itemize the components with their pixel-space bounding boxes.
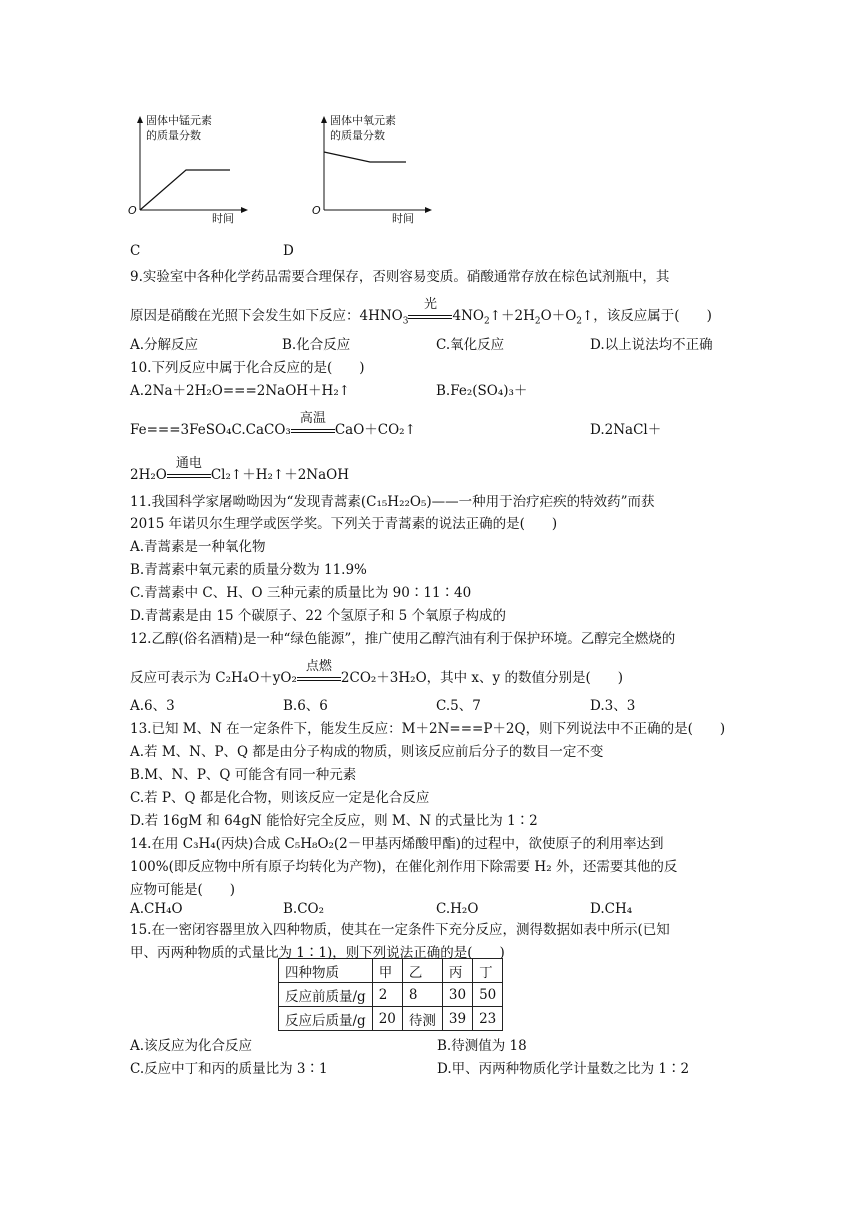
q14-option-b[interactable]: B.CO₂: [283, 901, 325, 917]
table-header-cell: 乙: [402, 959, 442, 983]
q12-option-c[interactable]: C.5、7: [436, 698, 481, 714]
q9-condition: [408, 297, 452, 324]
q11-stem-line2: 2015 年诺贝尔生理学或医学奖。下列关于青蒿素的说法正确的是( ): [130, 516, 558, 532]
q15-data-table: [278, 958, 503, 1031]
q15-option-d[interactable]: D.甲、丙两种物质化学计量数之比为 1∶2: [437, 1061, 690, 1077]
q11-option-d[interactable]: D.青蒿素是由 15 个碳原子、22 个氢原子和 5 个氧原子构成的: [130, 608, 507, 624]
table-cell: 反应前质量/g: [279, 983, 373, 1007]
table-header-cell: 甲: [372, 959, 402, 983]
q9-line2-post: 4NO: [452, 308, 484, 324]
q10-line3b: Cl₂↑＋H₂↑＋2NaOH: [210, 467, 350, 483]
table-row: [279, 983, 503, 1007]
q13-option-d[interactable]: D.若 16gM 和 64gN 能恰好完全反应，则 M、N 的式量比为 1∶2: [130, 813, 538, 829]
graph-c-ylabel-1: 固体中锰元素: [146, 114, 212, 127]
graph-c-caption: C: [130, 243, 141, 259]
table-header-row: [279, 959, 503, 983]
q12-stem-line1: 12.乙醇(俗名酒精)是一种“绿色能源”，推广使用乙醇汽油有利于保护环境。乙醇完全燃烧的: [130, 631, 676, 647]
q12-option-b[interactable]: B.6、6: [283, 698, 328, 714]
q10-line2b: CaO＋CO₂↑: [334, 422, 416, 438]
q12-condition-label: 点燃: [305, 659, 332, 674]
q10-condition-d-label: 通电: [175, 456, 202, 471]
graph-d-caption: D: [283, 243, 294, 259]
table-cell: 50: [473, 983, 503, 1007]
q12-stem-line2: [130, 659, 624, 686]
q15-stem-line1: 15.在一密闭容器里放入四种物质，使其在一定条件下充分反应，测得数据如表中所示(已知: [130, 922, 670, 938]
q15-stem-line2: 甲、丙两种物质的式量比为 1∶1)，则下列说法正确的是( ): [130, 945, 505, 961]
graph-c-curve: [140, 170, 230, 210]
q10-option-d[interactable]: D.2NaCl＋: [590, 422, 662, 438]
q13-option-c[interactable]: C.若 P、Q 都是化合物，则该反应一定是化合反应: [130, 790, 430, 806]
q14-stem-line1: 14.在用 C₃H₄(丙炔)合成 C₅H₈O₂(2－甲基丙烯酸甲酯)的过程中，欲使原子的利用率达到: [130, 836, 664, 852]
q10-condition-d: [167, 456, 211, 483]
q12-line2-pre: 反应可表示为 C₂H₄O＋yO₂: [130, 670, 297, 686]
q10-condition-c: [291, 411, 335, 438]
table-cell: 8: [402, 983, 442, 1007]
graph-c-origin: O: [128, 204, 137, 217]
q10-condition-c-label: 高温: [299, 411, 326, 426]
q14-stem-line2: 100%(即反应物中所有原子均转化为产物)，在催化剂作用下除需要 H₂ 外，还需要其他的反: [130, 859, 678, 875]
table-cell: 30: [442, 983, 472, 1007]
q9-option-b[interactable]: B.化合反应: [282, 337, 351, 353]
q11-option-a[interactable]: A.青蒿素是一种氧化物: [130, 539, 266, 555]
q9-condition-label: 光: [423, 297, 437, 312]
q13-option-a[interactable]: A.若 M、N、P、Q 都是由分子构成的物质，则该反应前后分子的数目一定不变: [130, 744, 604, 760]
q12-condition: [297, 659, 341, 686]
graph-c-xlabel: 时间: [212, 212, 234, 225]
q9-stem-line2: 原因是硝酸在光照下会发生如下反应：$4HNO_3$ 光 $4NO_2↑+2H_2O+O_2↑$，该反应属于( ): [130, 304, 712, 327]
graph-d-curve: [324, 152, 406, 162]
q12-line2-post: 2CO₂＋3H₂O，其中 x、y 的数值分别是( ): [340, 670, 624, 686]
table-cell: 23: [473, 1007, 503, 1031]
table-header-cell: 丙: [442, 959, 472, 983]
graph-c: [126, 112, 276, 227]
q9-line2-end: ↑，该反应属于( ): [582, 308, 712, 324]
q11-option-b[interactable]: B.青蒿素中氧元素的质量分数为 11.9%: [130, 562, 367, 578]
table-cell: 2: [372, 983, 402, 1007]
q9-line2-pre: 原因是硝酸在光照下会发生如下反应：4HNO: [130, 308, 403, 324]
q10-line2: [130, 411, 416, 438]
table-cell: 20: [372, 1007, 402, 1031]
q9-option-d[interactable]: D.以上说法均不正确: [590, 337, 713, 353]
table-cell: 待测: [402, 1007, 442, 1031]
graph-d-origin: O: [312, 204, 321, 217]
q9-line2-rest2: O＋O: [540, 308, 577, 324]
graph-d: [310, 112, 460, 227]
q10-line3: [130, 456, 350, 483]
q15-option-b[interactable]: B.待测值为 18: [437, 1038, 527, 1054]
table-header-cell: 丁: [473, 959, 503, 983]
graph-d-ylabel-2: 的质量分数: [330, 129, 385, 142]
q9-option-c[interactable]: C.氧化反应: [436, 337, 505, 353]
q9-line2-rest: ↑＋2H: [489, 308, 535, 324]
q15-option-a[interactable]: A.该反应为化合反应: [130, 1038, 253, 1054]
table-cell: 反应后质量/g: [279, 1007, 373, 1031]
q12-option-d[interactable]: D.3、3: [590, 698, 636, 714]
q14-stem-line3: 应物可能是( ): [130, 882, 236, 898]
q13-stem: 13.已知 M、N 在一定条件下，能发生反应：M＋2N===P＋2Q，则下列说法中不正确的是( ): [130, 721, 726, 737]
table-cell: 39: [442, 1007, 472, 1031]
q10-option-a[interactable]: A.2Na＋2H₂O===2NaOH＋H₂↑: [130, 383, 351, 399]
q15-option-c[interactable]: C.反应中丁和丙的质量比为 3∶1: [130, 1061, 328, 1077]
q10-stem: 10.下列反应中属于化合反应的是( ): [130, 360, 365, 376]
q10-line3a: 2H₂O: [130, 467, 167, 483]
q10-line2a: Fe===3FeSO₄C.CaCO₃: [130, 422, 291, 438]
q9-option-a[interactable]: A.分解反应: [130, 337, 199, 353]
q9-stem-line1: 9.实验室中各种化学药品需要合理保存，否则容易变质。硝酸通常存放在棕色试剂瓶中，其: [130, 269, 670, 285]
q14-option-a[interactable]: A.CH₄O: [130, 901, 183, 917]
q11-option-c[interactable]: C.青蒿素中 C、H、O 三种元素的质量比为 90∶11∶40: [130, 585, 472, 601]
graph-d-ylabel-1: 固体中氧元素: [330, 114, 396, 127]
graph-d-xlabel: 时间: [392, 212, 414, 225]
q11-stem-line1: 11.我国科学家屠呦呦因为“发现青蒿素(C₁₅H₂₂O₅)——一种用于治疗疟疾的特效药”而获: [130, 494, 655, 510]
graph-c-ylabel-2: 的质量分数: [146, 129, 201, 142]
q13-option-b[interactable]: B.M、N、P、Q 可能含有同一种元素: [130, 767, 357, 783]
table-row: [279, 1007, 503, 1031]
table-header-cell: 四种物质: [279, 959, 373, 983]
q10-option-b[interactable]: B.Fe₂(SO₄)₃＋: [436, 383, 528, 399]
q12-option-a[interactable]: A.6、3: [130, 698, 175, 714]
q14-option-d[interactable]: D.CH₄: [590, 901, 633, 917]
q14-option-c[interactable]: C.H₂O: [436, 901, 479, 917]
